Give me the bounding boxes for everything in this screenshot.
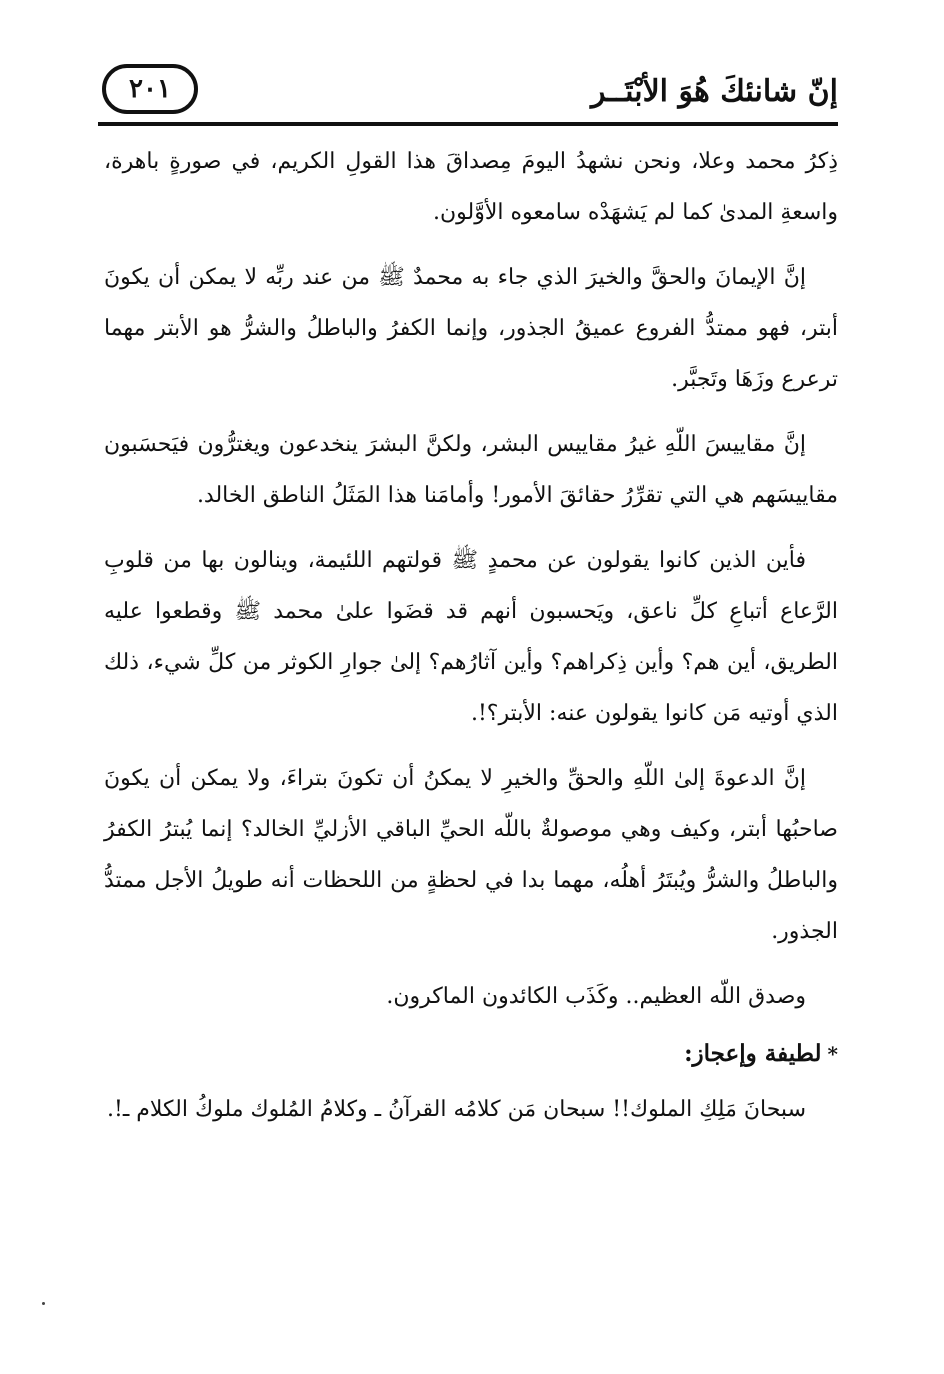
page-body bbox=[104, 136, 838, 1149]
scan-speck bbox=[42, 1302, 45, 1305]
paragraph-2: إنَّ الإيمانَ والحقَّ والخيرَ الذي جاء به محمدٌ ﷺ من عند ربِّه لا يمكن أن يكونَ أبتر، فهو ممتدُّ الفروع عميقُ الجذور، وإنما الكفرُ والباطلُ والشرُّ هو الأبتر مهما ترعرع وزَهَا وتَجبَّر. bbox=[104, 265, 838, 392]
paragraph-1: ذِكرُ محمد وعلا، ونحن نشهدُ اليومَ مِصداقَ هذا القولِ الكريم، في صورةٍ باهرة، واسعةِ المدىٰ كما لم يَشهَدْه سامعوه الأوَّلون. bbox=[104, 149, 838, 225]
page-number-badge bbox=[102, 64, 198, 114]
paragraph-4: فأين الذين كانوا يقولون عن محمدٍ ﷺ قولتهم اللئيمة، وينالون بها من قلوبِ الرَّعاع أتباعِ كلِّ ناعق، ويَحسبون أنهم قد قضَوا علىٰ محمد ﷺ وقطعوا عليه الطريق، أين هم؟ وأين ذِكراهم؟ وأين آثارُهم؟ إلىٰ جوارِ الكوثر من كلِّ شيء، ذلك الذي أوتيه مَن كانوا يقولون عنه: الأبتر؟!. bbox=[104, 548, 839, 726]
page-header bbox=[98, 60, 838, 126]
header-rule bbox=[98, 122, 838, 126]
paragraph-5: إنَّ الدعوةَ إلىٰ اللّهِ والحقِّ والخيرِ لا يمكنُ أن تكونَ بتراءَ، ولا يمكن أن يكونَ صاحبُها أبتر، وكيف وهي موصولةٌ باللّه الحيِّ الباقي الأزليِّ الخالد؟ إنما يُبترُ الكفرُ والباطلُ والشرُّ ويُبتَرُ أهلُه، مهما بدا في لحظةٍ من اللحظات أنه طويلُ الأجل ممتدُّ الجذور. bbox=[104, 766, 838, 944]
running-title: إنّ شانئكَ هُوَ الأبْتَــر bbox=[591, 74, 838, 109]
section-paragraph: سبحانَ مَلِكِ الملوك!! سبحان مَن كلامُه القرآنُ ـ وكلامُ المُلوك ملوكُ الكلام ـ!. bbox=[106, 1097, 806, 1122]
closing-line: وصدق اللّه العظيم.. وكَذَب الكائدون الماكرون. bbox=[386, 984, 806, 1009]
paragraph-3: إنَّ مقاييسَ اللّهِ غيرُ مقاييس البشر، ولكنَّ البشرَ ينخدعون ويغترُّون فيَحسَبون مقاييسَهم هي التي تقرِّرُ حقائقَ الأمور! وأمامَنا هذا المَثَلُ الناطق الخالد. bbox=[104, 432, 838, 508]
asterisk-icon: * bbox=[827, 1042, 838, 1066]
section-heading-text: لطيفة وإعجاز: bbox=[684, 1040, 822, 1067]
page-number: ٢٠١ bbox=[129, 74, 171, 104]
section-heading bbox=[104, 1028, 838, 1080]
